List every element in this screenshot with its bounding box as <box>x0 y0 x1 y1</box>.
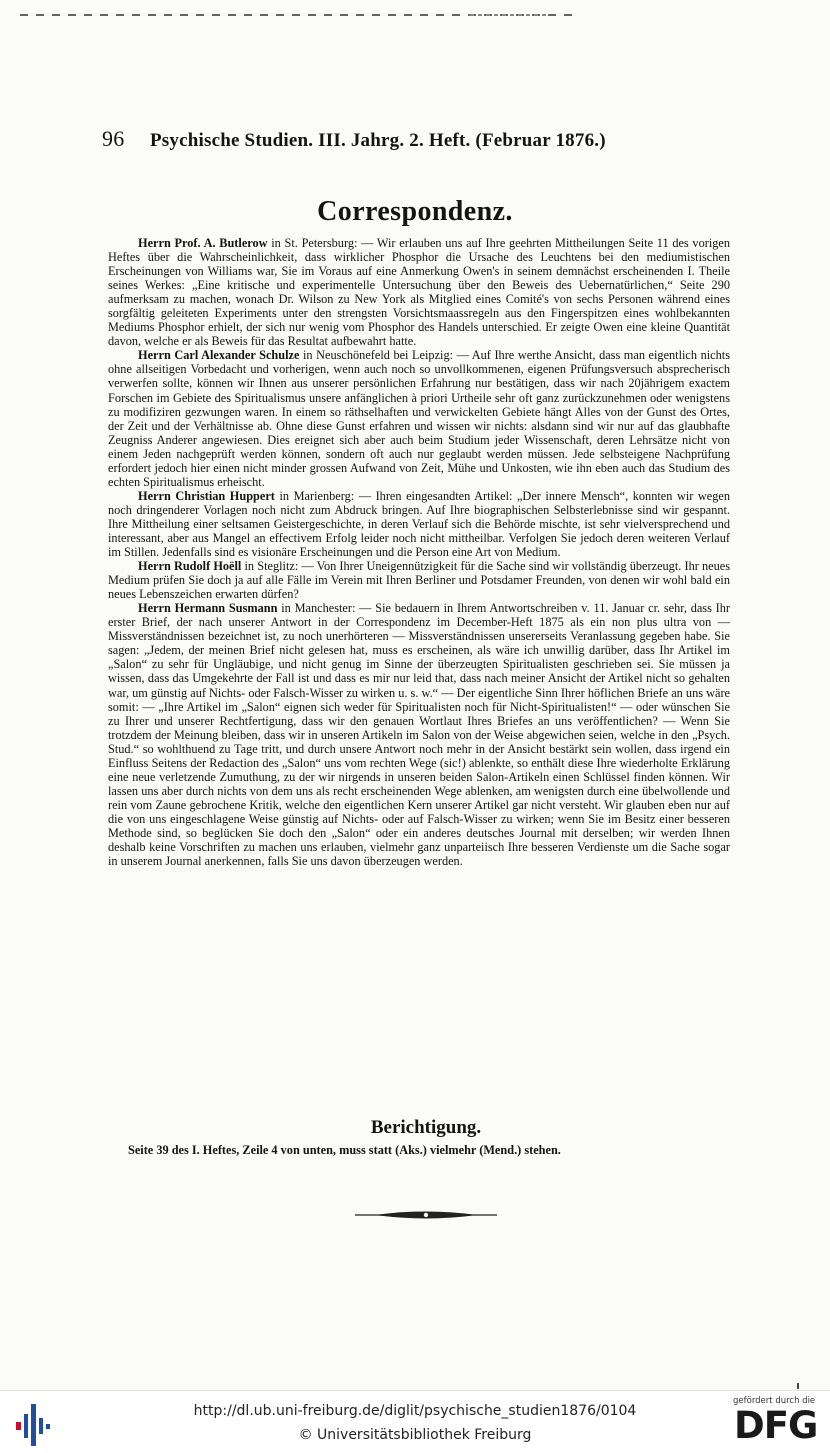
ornament-divider <box>355 1210 497 1220</box>
addressee-name: Herrn Prof. A. Butlerow <box>138 236 268 250</box>
dfg-logo[interactable]: DFG <box>734 1404 818 1447</box>
top-rule-dotted <box>470 14 550 16</box>
page-number: 96 <box>102 126 125 151</box>
letter-text: in Neuschönefeld bei Leipzig: — Auf Ihre werthe Ansicht, dass man eigentlich nichts ohne allseitigen Vorbedacht und vorherigen, wenn auch noch so unvollkommenen, eigenen Prüfungsversuch absprecherisch verwerfen sollte, können wir Ihnen aus unserer persönlichen Erfahrung nur bestätigen, dass wir nach 20jährigem exactem Forschen im Gebiete des Spiritualismus unsere anfänglichen à priori Urtheile sehr oft ganz zurückzunehmen oder wenigstens zu modifiziren gezwungen waren. In einem so räthselhaften und verwickelten Gebiete hängt Alles von der Gunst des Ortes, der Zeit und der Verhältnisse ab. Ohne diese Gunst erfahren und wissen wir nichts: alsdann sind wir nur auf das glaubhafte Zeugniss Anderer angewiesen. Dies ereignet sich aber auch beim Studium jeder Wissenschaft, deren Lehrsätze nicht von einem Jeden nachgeprüft werden können, sondern oft auch nur geglaubt werden müssen. Jede selbsteigene Nachprüfung erfordert jedoch hier einen nicht minder grossen Aufwand von Zeit, Mühe und Unkosten, wie ihn eben auch das Studium des echten Spiritualismus erheischt. <box>108 348 730 489</box>
correction-title: Berichtigung. <box>370 1117 482 1138</box>
addressee-name: Herrn Carl Alexander Schulze <box>138 348 300 363</box>
letter-schulze <box>108 348 730 488</box>
letter-text: in Manchester: — Sie bedauern in Ihrem Antwortschreiben v. 11. Januar cr. sehr, dass Ihr erster Brief, der nach unserer Antwort in der Correspondenz im December-Heft 1875 als ein non plus ultra von — Missverständnissen bezeichnet ist, zu noch unerhörteren — Missverständnissen unsererseits Veranlassung gegeben habe. Sie sagen: „Jedem, der meinen Brief nicht gelesen hat, muss es erscheinen, als wäre ich unwillig darüber, dass Ihr Artikel im „Salon“ zu sehr für Ungläubige, und nicht genug im Sinne der überzeugten Spiritualisten geschrieben sei. Sie müssen ja wissen, dass das Umgekehrte der Fall ist und dass es mir nur leid that, dass nach meiner Ansicht der Artikel nicht so gehalten war, um günstig auf Nichts- oder Falsch-Wisser zu wirken u. s. w.“ — Der eigentliche Sinn Ihrer höflichen Briefe an uns wäre somit: — „Ihre Artikel im „Salon“ eignen sich weder für Spiritualisten noch für Nicht-Spiritualisten!“ — oder wünschen Sie zu Ihrer und unserer Rechtfertigung, dass wir den genauen Wortlaut Ihres Briefes an uns veröffentlichen? — Wenn Sie trotzdem der Meinung bleiben, dass wir in unseren Artikeln im Salon von der Weise abgewichen seien, welche in den „Psych. Stud.“ so wohlthuend zu Tage tritt, und durch unsere Antwort noch mehr in der Ansicht bestärkt sein wollen, dass irgend ein Einfluss Seitens der Redaction des „Salon“ uns vom rechten Wege (sic!) ablenkte, so enthält diese Ihre wiederholte Erklärung eine neue verletzende Zumuthung, zu der wir nirgends in unseren beiden Salon-Artikeln einen Schlüssel finden können. Wir lassen uns aber durch nichts von dem uns als recht erscheinenden Wege ablenken, am wenigsten durch eine übelwollende und rein vom Zaune gebrochene Kritik, welche den eigentlichen Kern unserer Artikel gar nicht versteht. Wir glauben eben nur auf die von uns eingeschlagene Weise günstig auf Nichts- oder auf Falsch-Wisser zu wirken; wenn Sie im Besitz einer besseren Methode sind, so beglücken Sie doch den „Salon“ oder ein anderes deutsches Journal mit derselben; wir werden Ihnen deshalb keine Vorschriften zu machen uns erlauben, vielmehr ganz unparteiisch Ihre besseren Verdienste um die Sache sogar in unserem Journal anerkennen, falls Sie uns davon überzeugen werden. <box>108 601 731 869</box>
permalink-url[interactable]: http://dl.ub.uni-freiburg.de/diglit/psychische_studien1876/0104 <box>193 1403 637 1419</box>
running-header <box>102 126 682 152</box>
addressee-name: Herrn Christian Huppert <box>138 488 275 503</box>
letter-huppert <box>108 489 730 559</box>
scan-mark <box>797 1383 799 1389</box>
addressee-name: Herrn Hermann Susmann <box>138 601 278 616</box>
correction-text: Seite 39 des I. Heftes, Zeile 4 von unten, muss statt (Aks.) vielmehr (Mend.) stehen. <box>128 1143 561 1157</box>
letter-butlerow <box>108 236 730 348</box>
addressee-name: Herrn Rudolf Hoëll <box>138 559 242 574</box>
letter-susmann <box>108 601 730 868</box>
section-title: Correspondenz. <box>317 196 513 227</box>
running-title: Psychische Studien. III. Jahrg. 2. Heft. (Februar 1876.) <box>150 130 606 151</box>
letter-text: in St. Petersburg: — Wir erlauben uns auf Ihre geehrten Mittheilungen Seite 11 des vorigen Heftes über die Wahrscheinlichkeit, dass wirklicher Phosphor die Ursache des Leuchtens bei den mediumistischen Erscheinungen von Williams war, Sie im Voraus auf eine Anmerkung Owen's in seinem demnächst erscheinenden I. Theile seines Werkes: „Eine kritische und experimentelle Untersuchung über den Beweis des Uebernatürlichen,“ Seite 290 aufmerksam zu machen, wonach Dr. Wilson zu New York als Mitglied eines Comité's von sechs Personen während eines sorgfältig geleiteten Experiments unter den strengsten Vorsichtsmaassregeln aus den Fingerspitzen eines wohlbekannten Mediums Phosphor erhielt, der sich nur wenig vom Phosphor des Handels unterschied. Er zeigte Owen eine kleine Quantität davon, welche er als Beweis für das Resultat aufbewahrt hatte. <box>108 236 730 349</box>
dfg-caption: gefördert durch die <box>733 1396 816 1406</box>
letter-text: in Steglitz: — Von Ihrer Uneigennützigkeit für die Sache sind wir vollständig überzeugt. Ihr neues Medium prüfen Sie doch ja auf alle Fälle im Verein mit Ihren Berliner und Potsdamer Freunden, von denen wir wohl bald ein neues Lebenszeichen erwarten dürfen? <box>108 559 730 602</box>
correspondence-body <box>108 236 730 868</box>
letter-text: in Marienberg: — Ihren eingesandten Artikel: „Der innere Mensch“, konnten wir wegen noch dringenderer Vorlagen noch nicht zum Abdruck bringen. Auf Ihre biographischen Selbsterlebnisse sind wir gespannt. Ihre Mittheilung einer seltsamen Geistergeschichte, in deren Verlauf sich die Behörde mischte, ist sehr vielversprechend und interessant, aber aus Mangel an effectivem Erfolg leider noch nicht mittheilbar. Verfolgen Sie jedoch deren weiteren Verlauf im Stillen. Jedenfalls sind es visionäre Erscheinungen und die Person eine Art von Medium. <box>108 488 730 560</box>
letter-hoell <box>108 559 730 601</box>
copyright-text: © Universitätsbibliothek Freiburg <box>298 1427 532 1443</box>
footer-bar <box>0 1390 830 1453</box>
